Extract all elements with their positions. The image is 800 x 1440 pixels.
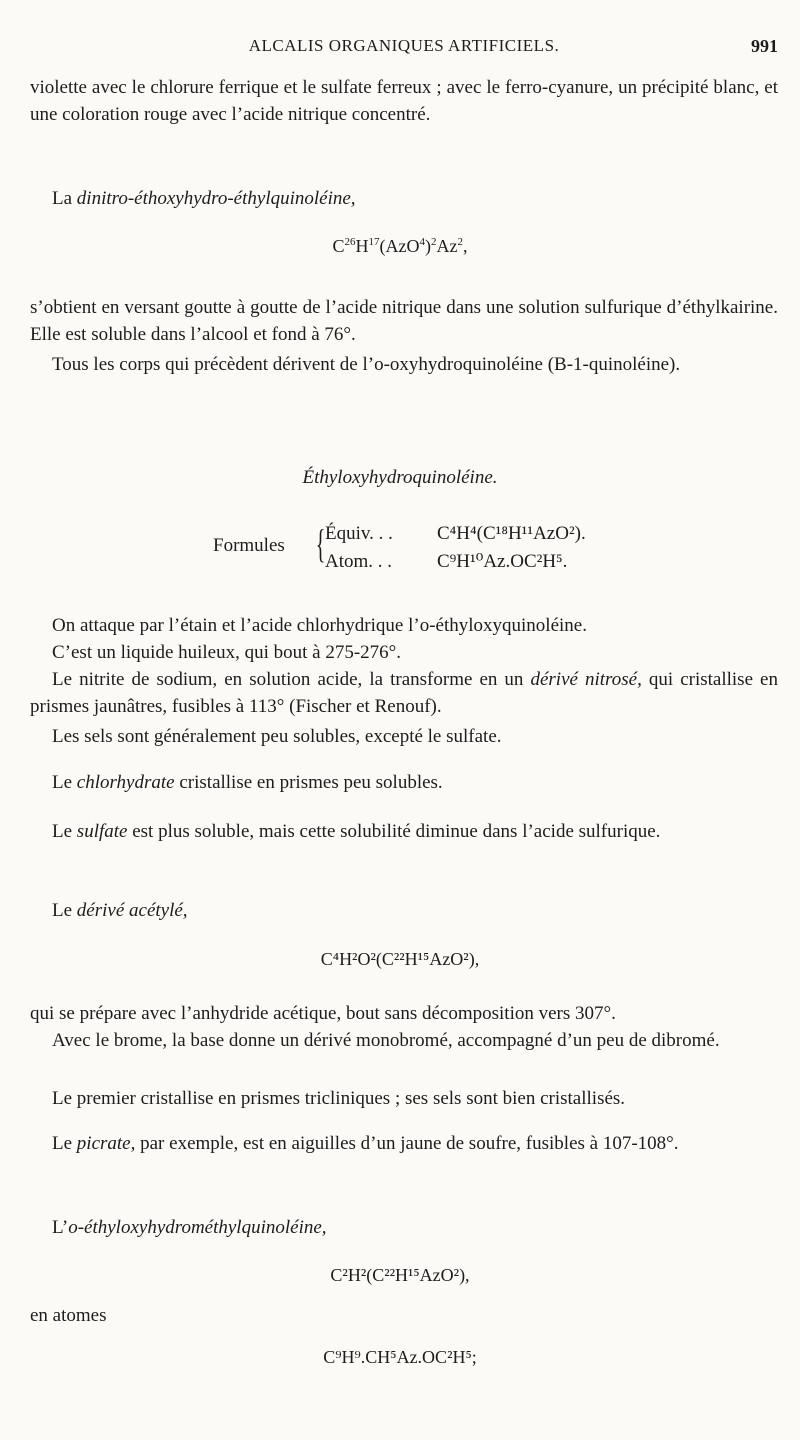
paragraph-coloration: violette avec le chlorure ferrique et le sulfate ferreux ; avec le ferro-cyanure, un précipité blanc, et une coloration rouge avec l’acide nitrique concentré. [30,77,778,125]
formula-row-equiv [325,523,705,545]
paragraph-anhydride: qui se prépare avec l’anhydride acétique, bout sans décomposition vers 307°. [30,1003,616,1024]
formula-acetyle: C⁴H²O²(C²²H¹⁵AzO²), [320,949,480,969]
paragraph-methylquinoleine [30,1214,778,1241]
text-tail: par exemple, est en aiguilles d’un jaune de soufre, fusibles à 107-108°. [135,1133,679,1154]
formula-sup: 17 [368,236,380,248]
paragraph-attaque: On attaque par l’étain et l’acide chlorhydrique l’o-éthyloxyquinoléine. [52,615,587,636]
paragraph-sels: Les sels sont généralement peu solubles, excepté le sulfate. [52,726,502,747]
text-lead: La [52,188,77,209]
formula-part: (AzO [379,236,420,256]
paragraph-liquide: C’est un liquide huileux, qui bout à 275-276°. [52,642,402,663]
formula-key: Équiv. . . [325,523,393,544]
formula-sup: 2 [431,236,437,248]
paragraph-ethylkairine: s’obtient en versant goutte à goutte de l’acide nitrique dans une solution sulfurique d’éthylkairine. Elle est soluble dans l’alcool et fond à 76°. [30,297,778,345]
formula-value: C⁴H⁴(C¹⁸H¹¹AzO²). [437,523,586,544]
italic-term: chlorhydrate [76,772,175,793]
paragraph-en-atomes: en atomes [30,1305,107,1326]
formula-part: H [355,236,369,256]
formula-atomes: C⁹H⁹.CH⁵Az.OC²H⁵; [323,1347,477,1367]
italic-term: dérivé acétylé, [76,900,188,921]
formula-part: C [332,236,345,256]
paragraph-tricliniques: Le premier cristallise en prismes tricliniques ; ses sels sont bien cristallisés. [52,1088,626,1109]
paragraph-dinitro-intro [30,185,778,212]
formula-sup: 26 [344,236,356,248]
formula-row-atom [325,550,705,573]
paragraph-chlorhydrate [30,769,778,796]
formula-value: C⁹H¹⁰Az.OC²H⁵. [437,551,568,572]
text-lead: Le [52,1133,77,1154]
paragraph-brome: Avec le brome, la base donne un dérivé monobromé, accompagné d’un peu de dibromé. [52,1030,720,1051]
italic-term: sulfate [76,821,128,842]
text-tail: qui cristallise en prismes jaunâtres, fusibles à 113° (Fischer et Renouf). [30,669,778,717]
paragraph-picrate [30,1130,778,1157]
page-header [30,36,778,60]
italic-term: o-éthyloxyhydrométhylquinoléine, [68,1217,327,1238]
formula-sup: 4 [419,236,425,248]
text-lead: Le [52,821,77,842]
formula-part: , [463,236,468,256]
formula-dinitro [0,236,800,257]
formules-block [213,513,633,583]
formula-sup: 2 [457,236,463,248]
formules-label: Formules [213,535,285,556]
brace-glyph: { [315,521,326,566]
italic-term: dérivé nitrosé, [530,669,642,690]
section-heading: Éthyloxyhydroquinoléine. [302,467,498,488]
text-lead: Le [52,900,77,921]
text-lead: Le [52,772,77,793]
running-title: ALCALIS ORGANIQUES ARTIFICIELS. [248,36,560,55]
text-lead: Le nitrite de sodium, en solution acide, la transforme en un [52,669,531,690]
paragraph-derivation: Tous les corps qui précèdent dérivent de l’o-oxyhydroquinoléine (B-1-quinoléine). [52,354,681,375]
paragraph-sulfate [30,818,778,845]
paragraph-nitrite [30,666,778,720]
text-tail: cristallise en prismes peu solubles. [174,772,443,793]
paragraph-acetyle [30,897,778,924]
compound-name: dinitro-éthoxyhydro-éthylquinoléine, [76,188,356,209]
formula-key: Atom. . . [325,551,393,572]
page-number: 991 [751,36,778,56]
italic-term: picrate, [76,1133,136,1154]
formula-part: Az [436,236,458,256]
formula-part: ) [425,236,431,256]
formula-methyl: C²H²(C²²H¹⁵AzO²), [330,1265,470,1285]
text-lead: L’ [52,1217,69,1238]
text-tail: est plus soluble, mais cette solubilité diminue dans l’acide sulfurique. [127,821,661,842]
